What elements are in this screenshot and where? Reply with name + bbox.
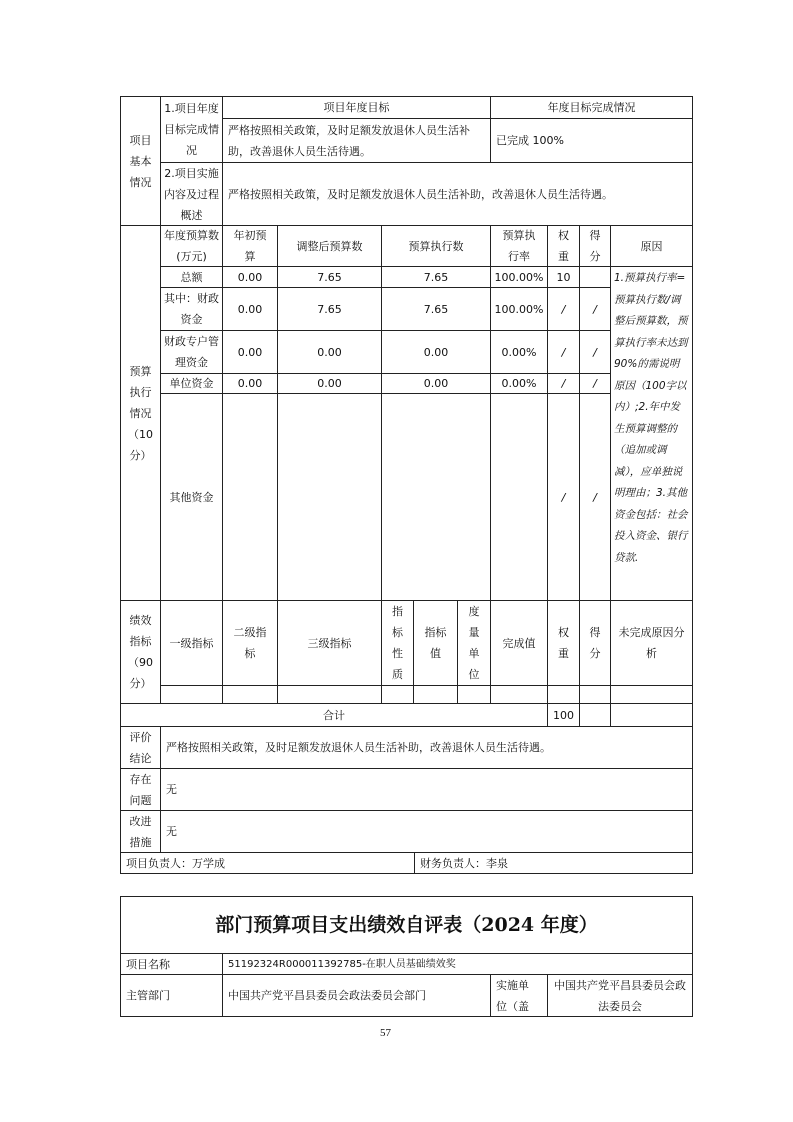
perf-cell-empty [413, 685, 458, 704]
completion-header: 年度目标完成情况 [490, 96, 693, 119]
impl-unit-label [490, 974, 548, 1017]
dept-label: 主管部门 [120, 974, 223, 1017]
budget-row-adjusted: 7.65 [277, 266, 382, 288]
budget-header-score-text: 得分 [589, 229, 601, 263]
perf-cell-empty [547, 685, 580, 704]
budget-header-rate [490, 225, 548, 267]
budget-row-initial: 0.00 [222, 287, 278, 331]
page-number: 57 [380, 1027, 391, 1039]
perf-header-unit-text: 度量单位 [468, 605, 480, 681]
perf-header-level3: 三级指标 [277, 600, 382, 686]
perf-cell-empty [457, 685, 491, 704]
budget-row-weight: / [547, 393, 580, 601]
budget-header-adjusted: 调整后预算数 [277, 225, 382, 267]
budget-row-initial: 0.00 [222, 266, 278, 288]
budget-row-weight: / [547, 373, 580, 394]
budget-row-score: / [579, 287, 611, 331]
issues-label [120, 768, 161, 811]
budget-row-category [160, 287, 223, 331]
budget-row-score: / [579, 393, 611, 601]
budget-row-adjusted [277, 393, 382, 601]
budget-row-initial: 0.00 [222, 373, 278, 394]
budget-row-adjusted: 0.00 [277, 330, 382, 374]
budget-header-executed: 预算执行数 [381, 225, 491, 267]
total-label: 合计 [120, 703, 548, 727]
perf-header-value [413, 600, 458, 686]
budget-row-score [579, 266, 611, 288]
budget-row-score: / [579, 330, 611, 374]
budget-row-rate: 0.00% [490, 373, 548, 394]
budget-row-score: / [579, 373, 611, 394]
budget-row-initial: 0.00 [222, 330, 278, 374]
total-weight: 100 [547, 703, 580, 727]
impl-unit-value [547, 974, 693, 1017]
perf-header-level2-text: 二级指标 [233, 626, 267, 660]
perf-cell-empty [222, 685, 278, 704]
perf-cell-empty [381, 685, 414, 704]
budget-header-weight [547, 225, 580, 267]
perf-header-score-text: 得分 [589, 626, 601, 660]
budget-row-adjusted: 7.65 [277, 287, 382, 331]
budget-header-weight-text: 权重 [558, 229, 569, 263]
perf-header-value-text: 指标值 [424, 626, 447, 660]
budget-row-executed: 0.00 [381, 373, 491, 394]
budget-row-category: 单位资金 [160, 373, 223, 394]
perf-cell-empty [160, 685, 223, 704]
perf-header-nature-text: 指标性质 [392, 605, 403, 681]
perf-cell-empty [579, 685, 611, 704]
perf-header-analysis-text: 未完成原因分析 [618, 626, 685, 660]
budget-header-score [579, 225, 611, 267]
performance-section-text: 绩效指标（90分） [128, 614, 153, 690]
perf-header-analysis [610, 600, 693, 686]
goal-text: 严格按照相关政策，及时足额发放退休人员生活补助，改善退休人员生活待遇。 [222, 118, 491, 163]
project-name-value: 51192324R000011392785-在职人员基础绩效奖 [222, 953, 693, 975]
issues-text: 无 [160, 768, 693, 811]
performance-section-label [120, 600, 161, 704]
completion-text: 已完成 100% [490, 118, 693, 163]
perf-header-unit [457, 600, 491, 686]
budget-row-category: 总额 [160, 266, 223, 288]
perf-cell-empty [610, 685, 693, 704]
budget-row-executed: 7.65 [381, 287, 491, 331]
budget-section-text: 预算执行情况（10分） [128, 364, 153, 462]
perf-cell-empty [277, 685, 382, 704]
budget-row-executed [381, 393, 491, 601]
project-lead: 项目负责人：万学成 [120, 852, 415, 874]
budget-row-rate: 100.00% [490, 287, 548, 331]
impl-unit-value-text: 中国共产党平昌县委员会政法委员会 [554, 978, 686, 1013]
budget-row-category [160, 330, 223, 374]
budget-row-weight: 10 [547, 266, 580, 288]
finance-lead: 财务负责人：李泉 [414, 852, 693, 874]
budget-row-category-text: 财政专户管理资金 [164, 335, 219, 369]
total-score [579, 703, 611, 727]
conclusion-label [120, 726, 161, 769]
impl-text: 严格按照相关政策，及时足额发放退休人员生活补助，改善退休人员生活待遇。 [222, 162, 693, 226]
total-analysis [610, 703, 693, 727]
basic-section-label [120, 96, 161, 226]
budget-section-label [120, 225, 161, 601]
goal-label-text: 1.项目年度目标完成情况 [164, 102, 219, 157]
budget-row-rate [490, 393, 548, 601]
budget-row-executed: 7.65 [381, 266, 491, 288]
goal-label [160, 96, 223, 163]
budget-header-rate-text: 预算执行率 [502, 229, 536, 263]
impl-label-text: 2.项目实施内容及过程概述 [164, 166, 219, 222]
dept-value: 中国共产党平昌县委员会政法委员会部门 [222, 974, 491, 1017]
basic-section-text: 项目基本情况 [129, 133, 152, 189]
improvements-label [120, 810, 161, 853]
perf-header-level1: 一级指标 [160, 600, 223, 686]
perf-cell-empty [490, 685, 548, 704]
budget-header-category [160, 225, 223, 267]
budget-header-reason: 原因 [610, 225, 693, 267]
perf-header-nature [381, 600, 414, 686]
budget-header-category-text: 年度预算数(万元) [164, 229, 219, 263]
perf-header-weight-text: 权重 [558, 626, 569, 660]
project-name-label: 项目名称 [120, 953, 223, 975]
budget-row-adjusted: 0.00 [277, 373, 382, 394]
budget-row-rate: 0.00% [490, 330, 548, 374]
conclusion-label-text: 评价结论 [129, 730, 152, 765]
budget-reason-note: 1.预算执行率=预算执行数/调整后预算数，预算执行率未达到90%的需说明原因（100字以内）;2.年中发生预算调整的（追加或调减），应单独说明理由；3.其他资金包括：社会投入资金、银行贷款. [610, 266, 693, 601]
impl-label [160, 162, 223, 226]
budget-row-weight: / [547, 287, 580, 331]
conclusion-text: 严格按照相关政策，及时足额发放退休人员生活补助，改善退休人员生活待遇。 [160, 726, 693, 769]
perf-header-score [579, 600, 611, 686]
budget-row-executed: 0.00 [381, 330, 491, 374]
perf-header-level2 [222, 600, 278, 686]
table2-title: 部门预算项目支出绩效自评表（2024 年度） [120, 896, 693, 954]
budget-row-rate: 100.00% [490, 266, 548, 288]
budget-header-initial [222, 225, 278, 267]
issues-label-text: 存在问题 [129, 772, 152, 807]
budget-row-category: 其他资金 [160, 393, 223, 601]
improvements-label-text: 改进措施 [129, 814, 152, 849]
impl-unit-label-text: 实施单位（盖 [496, 978, 529, 1013]
perf-header-weight [547, 600, 580, 686]
perf-header-actual: 完成值 [490, 600, 548, 686]
budget-header-initial-text: 年初预算 [233, 229, 267, 263]
improvements-text: 无 [160, 810, 693, 853]
goal-header: 项目年度目标 [222, 96, 491, 119]
budget-row-category-text: 其中：财政资金 [164, 292, 219, 326]
budget-row-initial [222, 393, 278, 601]
budget-row-weight: / [547, 330, 580, 374]
